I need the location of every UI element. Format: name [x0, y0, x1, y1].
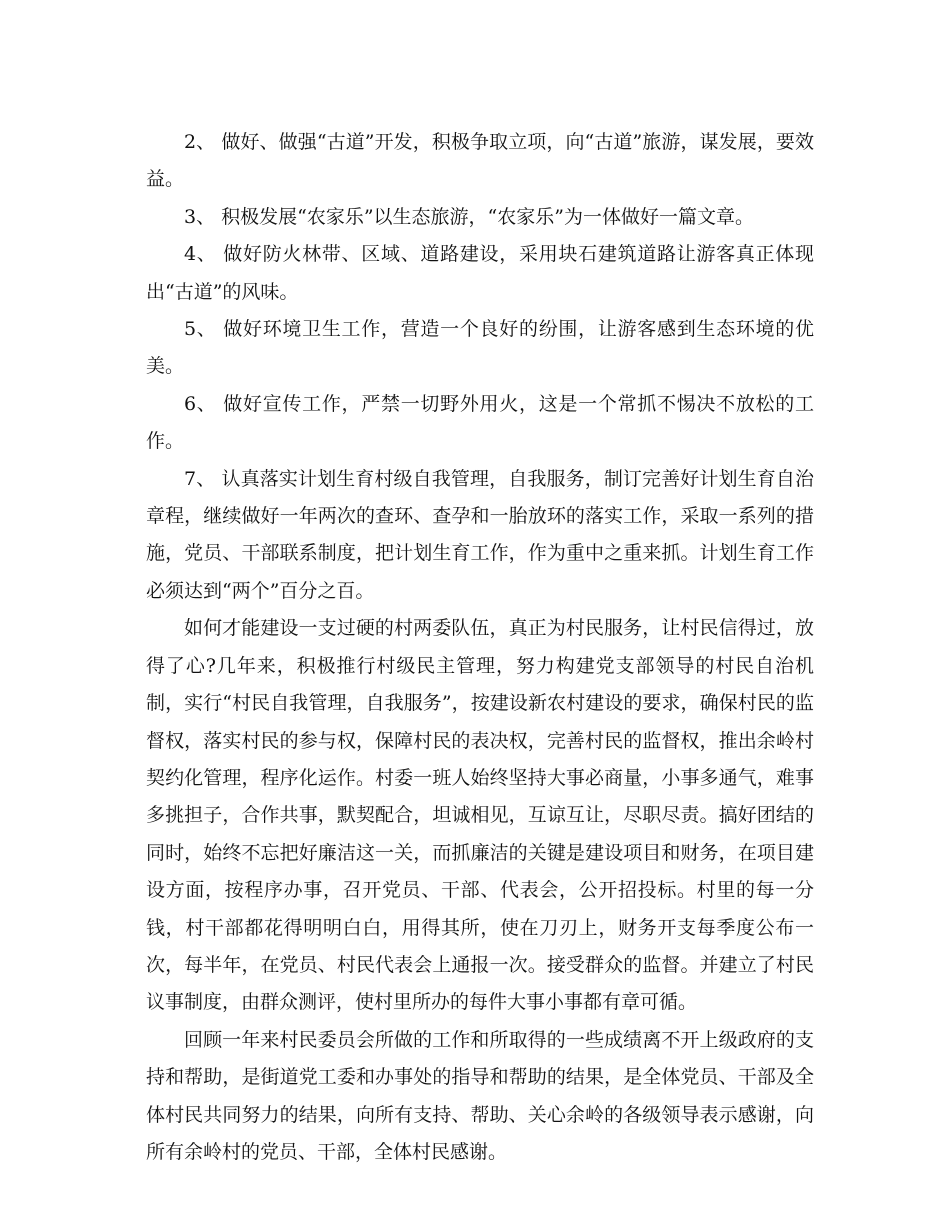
paragraph-item-7: 7、 认真落实计划生育村级自我管理，自我服务，制订完善好计划生育自治章程，继续做好一年两次的查环、查孕和一胎放环的落实工作，采取一系列的措施，党员、干部联系制度，把计划生育工作，作为重中之重来抓。计划生育工作必须达到“两个”百分之百。: [146, 467, 814, 602]
document-body: [146, 124, 814, 1171]
paragraph-item-6: 6、 做好宣传工作，严禁一切野外用火，这是一个常抓不惕决不放松的工作。: [146, 392, 814, 453]
paragraph-item-2: 2、 做好、做强“古道”开发，积极争取立项，向“古道”旅游，谋发展，要效益。: [146, 131, 814, 191]
paragraph-item-4: 4、 做好防火林带、区域、道路建设，采用块石建筑道路让游客真正体现出“古道”的风味。: [146, 243, 814, 303]
paragraph-item-3: 3、 积极发展“农家乐”以生态旅游，“农家乐”为一体做好一篇文章。: [184, 205, 754, 228]
paragraph-review-thanks: 回顾一年来村民委员会所做的工作和所取得的一些成绩离不开上级政府的支持和帮助，是街道党工委和办事处的指导和帮助的结果，是全体党员、干部及全体村民共同努力的结果，向所有支持、帮助、关心余岭的各级领导表示感谢，向所有余岭村的党员、干部，全体村民感谢。: [146, 1028, 814, 1163]
paragraph-item-5: 5、 做好环境卫生工作，营造一个良好的纷围，让游客感到生态环境的优美。: [146, 318, 814, 378]
paragraph-village-committee: 如何才能建设一支过硬的村两委队伍，真正为村民服务，让村民信得过，放得了心?几年来，积极推行村级民主管理，努力构建党支部领导的村民自治机制，实行“村民自我管理，自我服务”，按建设新农村建设的要求，确保村民的监督权，落实村民的参与权，保障村民的表决权，完善村民的监督权，推出余岭村契约化管理，程序化运作。村委一班人始终坚持大事必商量，小事多通气，难事多挑担子，合作共事，默契配合，坦诚相见，互谅互让，尽职尽责。搞好团结的同时，始终不忘把好廉洁这一关，而抓廉洁的关键是建设项目和财务，在项目建设方面，按程序办事，召开党员、干部、代表会，公开招投标。村里的每一分钱，村干部都花得明明白白，用得其所，使在刀刃上，财务开支每季度公布一次，每半年，在党员、村民代表会上通报一次。接受群众的监督。并建立了村民议事制度，由群众测评，使村里所办的每件大事小事都有章可循。: [146, 617, 814, 1014]
